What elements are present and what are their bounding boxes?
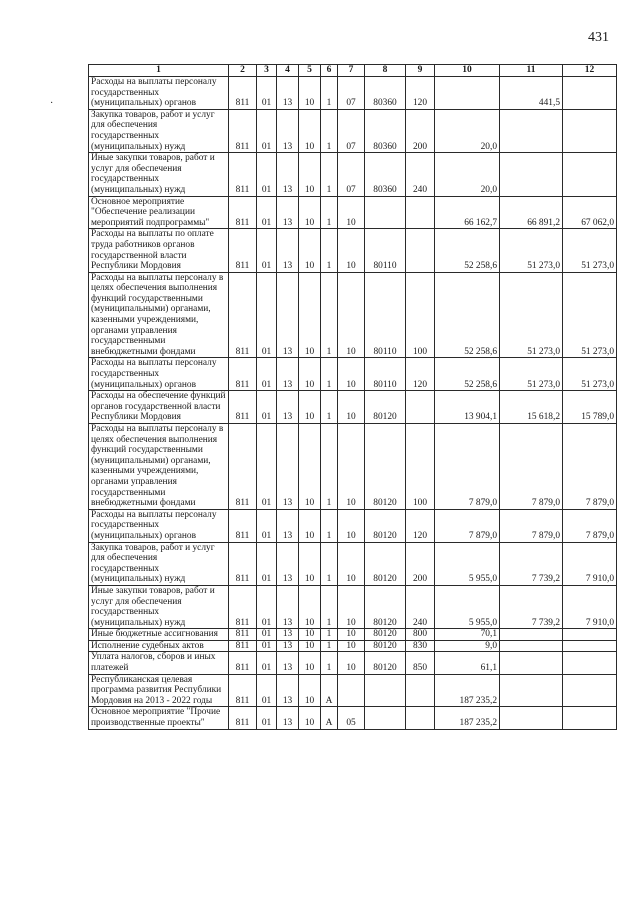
cell-col-5: 10 [299, 629, 321, 641]
cell-col-6: 1 [321, 153, 338, 196]
cell-col-4: 13 [277, 229, 299, 272]
cell-col-3: 01 [257, 542, 277, 585]
cell-col-2: 811 [229, 629, 257, 641]
cell-col-8: 80120 [365, 509, 406, 542]
table-row [89, 542, 617, 585]
cell-col-5: 10 [299, 707, 321, 729]
cell-col-12: 51 273,0 [563, 229, 617, 272]
cell-col-6: 1 [321, 109, 338, 152]
cell-col-8: 80360 [365, 153, 406, 196]
cell-col-3: 01 [257, 196, 277, 229]
cell-col-9: 200 [406, 542, 435, 585]
margin-dot: · [50, 98, 54, 109]
cell-col-8: 80120 [365, 391, 406, 424]
column-header-7: 7 [338, 65, 365, 77]
cell-col-11 [500, 640, 563, 652]
column-header-5: 5 [299, 65, 321, 77]
cell-col-7: 10 [338, 391, 365, 424]
table-row [89, 229, 617, 272]
cell-col-5: 10 [299, 153, 321, 196]
cell-col-12 [563, 652, 617, 674]
cell-col-3: 01 [257, 272, 277, 358]
cell-col-5: 10 [299, 652, 321, 674]
column-header-11: 11 [500, 65, 563, 77]
cell-col-6: 1 [321, 424, 338, 510]
cell-col-10: 20,0 [435, 109, 500, 152]
cell-col-9 [406, 707, 435, 729]
cell-col-5: 10 [299, 585, 321, 628]
cell-col-9 [406, 196, 435, 229]
cell-col-2: 811 [229, 229, 257, 272]
cell-col-8 [365, 707, 406, 729]
cell-col-5: 10 [299, 229, 321, 272]
cell-col-8: 80120 [365, 629, 406, 641]
cell-col-9: 120 [406, 77, 435, 110]
cell-col-9: 830 [406, 640, 435, 652]
cell-col-11: 7 879,0 [500, 424, 563, 510]
column-header-2: 2 [229, 65, 257, 77]
cell-col-3: 01 [257, 585, 277, 628]
page-number: 431 [588, 30, 609, 45]
cell-col-12: 15 789,0 [563, 391, 617, 424]
cell-col-6: 1 [321, 585, 338, 628]
cell-col-4: 13 [277, 77, 299, 110]
cell-col-7: 10 [338, 629, 365, 641]
row-description: Расходы на выплаты персоналу в целях обеспечения выполнения функций государственными (муниципальными) органами, казенными учреждениями, органами управления государственными внебюджетными фондами [89, 424, 229, 510]
cell-col-12 [563, 674, 617, 707]
row-description: Исполнение судебных актов [89, 640, 229, 652]
cell-col-7: 10 [338, 542, 365, 585]
row-description: Республиканская целевая программа развития Республики Мордовия на 2013 - 2022 годы [89, 674, 229, 707]
cell-col-9 [406, 674, 435, 707]
cell-col-11: 51 273,0 [500, 229, 563, 272]
cell-col-6: 1 [321, 509, 338, 542]
cell-col-12: 7 879,0 [563, 424, 617, 510]
table-row [89, 153, 617, 196]
cell-col-5: 10 [299, 674, 321, 707]
cell-col-7: 10 [338, 229, 365, 272]
cell-col-6: 1 [321, 629, 338, 641]
cell-col-9: 240 [406, 585, 435, 628]
cell-col-7: 07 [338, 153, 365, 196]
cell-col-10: 20,0 [435, 153, 500, 196]
cell-col-7: 10 [338, 358, 365, 391]
row-description: Закупка товаров, работ и услуг для обеспечения государственных (муниципальных) нужд [89, 109, 229, 152]
cell-col-4: 13 [277, 707, 299, 729]
cell-col-6: А [321, 674, 338, 707]
cell-col-10: 70,1 [435, 629, 500, 641]
cell-col-2: 811 [229, 77, 257, 110]
cell-col-2: 811 [229, 196, 257, 229]
cell-col-2: 811 [229, 424, 257, 510]
cell-col-2: 811 [229, 153, 257, 196]
column-header-1: 1 [89, 65, 229, 77]
cell-col-11: 51 273,0 [500, 272, 563, 358]
cell-col-11: 7 739,2 [500, 542, 563, 585]
row-description: Уплата налогов, сборов и иных платежей [89, 652, 229, 674]
cell-col-2: 811 [229, 109, 257, 152]
cell-col-10 [435, 77, 500, 110]
cell-col-12: 7 910,0 [563, 585, 617, 628]
cell-col-12 [563, 707, 617, 729]
cell-col-11: 7 879,0 [500, 509, 563, 542]
cell-col-2: 811 [229, 585, 257, 628]
cell-col-3: 01 [257, 153, 277, 196]
cell-col-9: 200 [406, 109, 435, 152]
cell-col-10: 52 258,6 [435, 272, 500, 358]
cell-col-11 [500, 153, 563, 196]
cell-col-11 [500, 652, 563, 674]
cell-col-11: 7 739,2 [500, 585, 563, 628]
cell-col-5: 10 [299, 77, 321, 110]
cell-col-7: 10 [338, 509, 365, 542]
cell-col-6: 1 [321, 652, 338, 674]
cell-col-7: 10 [338, 585, 365, 628]
cell-col-2: 811 [229, 652, 257, 674]
cell-col-11 [500, 629, 563, 641]
cell-col-12 [563, 153, 617, 196]
table-row [89, 77, 617, 110]
cell-col-5: 10 [299, 542, 321, 585]
cell-col-9: 800 [406, 629, 435, 641]
cell-col-9: 240 [406, 153, 435, 196]
table-row [89, 629, 617, 641]
cell-col-6: 1 [321, 542, 338, 585]
cell-col-8 [365, 196, 406, 229]
cell-col-12: 67 062,0 [563, 196, 617, 229]
cell-col-10: 9,0 [435, 640, 500, 652]
cell-col-5: 10 [299, 424, 321, 510]
cell-col-4: 13 [277, 424, 299, 510]
cell-col-4: 13 [277, 585, 299, 628]
cell-col-2: 811 [229, 674, 257, 707]
cell-col-10: 52 258,6 [435, 358, 500, 391]
cell-col-11: 51 273,0 [500, 358, 563, 391]
cell-col-10: 5 955,0 [435, 585, 500, 628]
cell-col-2: 811 [229, 707, 257, 729]
cell-col-8: 80120 [365, 424, 406, 510]
cell-col-2: 811 [229, 509, 257, 542]
cell-col-3: 01 [257, 509, 277, 542]
cell-col-10: 187 235,2 [435, 707, 500, 729]
cell-col-4: 13 [277, 542, 299, 585]
table-row [89, 640, 617, 652]
cell-col-5: 10 [299, 196, 321, 229]
header-row [89, 65, 617, 77]
cell-col-3: 01 [257, 640, 277, 652]
cell-col-5: 10 [299, 640, 321, 652]
cell-col-4: 13 [277, 391, 299, 424]
table-row [89, 196, 617, 229]
table-row [89, 674, 617, 707]
cell-col-2: 811 [229, 542, 257, 585]
cell-col-7: 07 [338, 77, 365, 110]
cell-col-10: 5 955,0 [435, 542, 500, 585]
cell-col-5: 10 [299, 358, 321, 391]
cell-col-7: 10 [338, 424, 365, 510]
table-row [89, 424, 617, 510]
cell-col-4: 13 [277, 153, 299, 196]
budget-table-container [88, 64, 616, 730]
cell-col-3: 01 [257, 77, 277, 110]
cell-col-3: 01 [257, 424, 277, 510]
table-header [89, 65, 617, 77]
cell-col-6: 1 [321, 391, 338, 424]
cell-col-10: 61,1 [435, 652, 500, 674]
cell-col-4: 13 [277, 196, 299, 229]
row-description: Иные закупки товаров, работ и услуг для обеспечения государственных (муниципальных) нужд [89, 153, 229, 196]
cell-col-9: 100 [406, 424, 435, 510]
cell-col-3: 01 [257, 652, 277, 674]
cell-col-9 [406, 391, 435, 424]
cell-col-2: 811 [229, 391, 257, 424]
column-header-4: 4 [277, 65, 299, 77]
column-header-6: 6 [321, 65, 338, 77]
cell-col-12 [563, 640, 617, 652]
cell-col-5: 10 [299, 272, 321, 358]
cell-col-6: А [321, 707, 338, 729]
cell-col-9 [406, 229, 435, 272]
cell-col-8: 80360 [365, 77, 406, 110]
cell-col-8: 80120 [365, 652, 406, 674]
row-description: Иные закупки товаров, работ и услуг для обеспечения государственных (муниципальных) нужд [89, 585, 229, 628]
row-description: Основное мероприятие "Обеспечение реализации мероприятий подпрограммы" [89, 196, 229, 229]
cell-col-3: 01 [257, 674, 277, 707]
cell-col-10: 7 879,0 [435, 509, 500, 542]
cell-col-9: 120 [406, 358, 435, 391]
table-row [89, 509, 617, 542]
cell-col-10: 187 235,2 [435, 674, 500, 707]
cell-col-8: 80120 [365, 585, 406, 628]
cell-col-11 [500, 674, 563, 707]
cell-col-6: 1 [321, 272, 338, 358]
cell-col-4: 13 [277, 640, 299, 652]
row-description: Расходы на выплаты по оплате труда работников органов государственной власти Республики Мордовия [89, 229, 229, 272]
cell-col-8: 80110 [365, 358, 406, 391]
cell-col-9: 120 [406, 509, 435, 542]
cell-col-10: 7 879,0 [435, 424, 500, 510]
cell-col-7: 10 [338, 652, 365, 674]
cell-col-10: 52 258,6 [435, 229, 500, 272]
cell-col-4: 13 [277, 652, 299, 674]
row-description: Расходы на выплаты персоналу государственных (муниципальных) органов [89, 509, 229, 542]
cell-col-4: 13 [277, 509, 299, 542]
cell-col-6: 1 [321, 358, 338, 391]
cell-col-2: 811 [229, 272, 257, 358]
row-description: Расходы на выплаты персоналу государственных (муниципальных) органов [89, 77, 229, 110]
cell-col-6: 1 [321, 640, 338, 652]
cell-col-7: 10 [338, 272, 365, 358]
cell-col-6: 1 [321, 229, 338, 272]
column-header-3: 3 [257, 65, 277, 77]
row-description: Расходы на выплаты персоналу государственных (муниципальных) органов [89, 358, 229, 391]
cell-col-9: 100 [406, 272, 435, 358]
cell-col-3: 01 [257, 629, 277, 641]
cell-col-3: 01 [257, 391, 277, 424]
cell-col-12: 51 273,0 [563, 272, 617, 358]
cell-col-7: 10 [338, 196, 365, 229]
cell-col-7 [338, 674, 365, 707]
cell-col-11: 15 618,2 [500, 391, 563, 424]
cell-col-4: 13 [277, 674, 299, 707]
cell-col-8: 80110 [365, 272, 406, 358]
table-row [89, 391, 617, 424]
cell-col-5: 10 [299, 509, 321, 542]
table-row [89, 358, 617, 391]
table-body [89, 77, 617, 730]
column-header-12: 12 [563, 65, 617, 77]
cell-col-8 [365, 674, 406, 707]
cell-col-11: 441,5 [500, 77, 563, 110]
cell-col-7: 10 [338, 640, 365, 652]
cell-col-12 [563, 629, 617, 641]
cell-col-8: 80110 [365, 229, 406, 272]
table-row [89, 652, 617, 674]
cell-col-10: 13 904,1 [435, 391, 500, 424]
cell-col-9: 850 [406, 652, 435, 674]
cell-col-10: 66 162,7 [435, 196, 500, 229]
row-description: Основное мероприятие "Прочие производственные проекты" [89, 707, 229, 729]
cell-col-8: 80120 [365, 640, 406, 652]
cell-col-8: 80360 [365, 109, 406, 152]
cell-col-12: 51 273,0 [563, 358, 617, 391]
cell-col-12 [563, 109, 617, 152]
cell-col-4: 13 [277, 109, 299, 152]
cell-col-4: 13 [277, 272, 299, 358]
cell-col-6: 1 [321, 77, 338, 110]
cell-col-4: 13 [277, 358, 299, 391]
cell-col-11: 66 891,2 [500, 196, 563, 229]
cell-col-4: 13 [277, 629, 299, 641]
cell-col-2: 811 [229, 640, 257, 652]
table-row [89, 707, 617, 729]
column-header-10: 10 [435, 65, 500, 77]
cell-col-5: 10 [299, 109, 321, 152]
table-row [89, 272, 617, 358]
cell-col-12: 7 910,0 [563, 542, 617, 585]
row-description: Иные бюджетные ассигнования [89, 629, 229, 641]
cell-col-7: 07 [338, 109, 365, 152]
table-row [89, 585, 617, 628]
column-header-8: 8 [365, 65, 406, 77]
cell-col-3: 01 [257, 707, 277, 729]
row-description: Закупка товаров, работ и услуг для обеспечения государственных (муниципальных) нужд [89, 542, 229, 585]
cell-col-11 [500, 707, 563, 729]
cell-col-3: 01 [257, 229, 277, 272]
cell-col-7: 05 [338, 707, 365, 729]
cell-col-3: 01 [257, 109, 277, 152]
cell-col-2: 811 [229, 358, 257, 391]
cell-col-3: 01 [257, 358, 277, 391]
cell-col-5: 10 [299, 391, 321, 424]
table-row [89, 109, 617, 152]
cell-col-6: 1 [321, 196, 338, 229]
cell-col-8: 80120 [365, 542, 406, 585]
budget-table [88, 64, 617, 730]
column-header-9: 9 [406, 65, 435, 77]
cell-col-11 [500, 109, 563, 152]
cell-col-12 [563, 77, 617, 110]
row-description: Расходы на обеспечение функций органов государственной власти Республики Мордовия [89, 391, 229, 424]
row-description: Расходы на выплаты персоналу в целях обеспечения выполнения функций государственными (муниципальными) органами, казенными учреждениями, органами управления государственными внебюджетными фондами [89, 272, 229, 358]
cell-col-12: 7 879,0 [563, 509, 617, 542]
